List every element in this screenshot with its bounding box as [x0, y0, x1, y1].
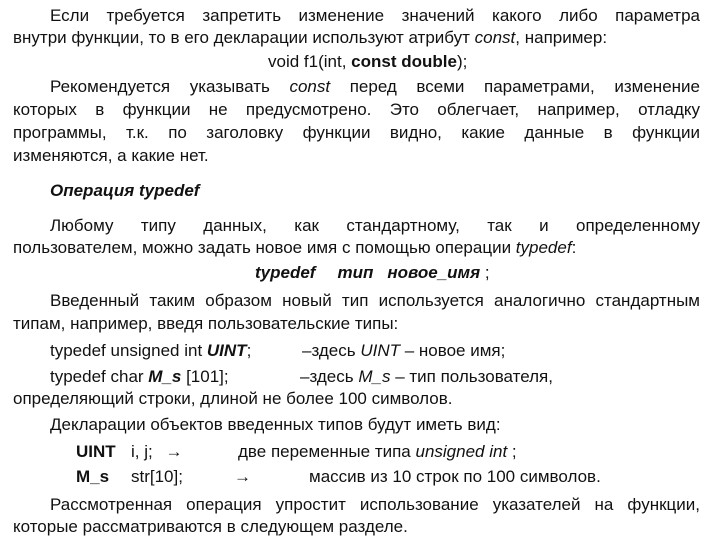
example-uint-comment: –здесь UINT – новое имя; [302, 341, 506, 360]
arrow-icon: → [165, 442, 183, 461]
example-ms-code: typedef char M_s [101]; [50, 367, 229, 386]
arrow-icon: → [234, 467, 251, 486]
paragraph-6-line-1: Рассмотренная операция упростит использование указателей на функции, [50, 495, 700, 514]
paragraph-3-line-1: Любому типу данных, как стандартному, так и определенному [50, 216, 700, 235]
decl-ms-description: массив из 10 строк по 100 символов. [309, 467, 601, 486]
paragraph-2-line-4: изменяются, а какие нет. [13, 146, 209, 165]
code-example-f1: void f1(int, const double); [268, 52, 468, 71]
paragraph-1-line-2: внутри функции, то в его декларации используют атрибут const, например: [13, 28, 608, 47]
example-uint-code: typedef unsigned int UINT; [50, 341, 252, 360]
paragraph-1-line-1: Если требуется запретить изменение значений какого либо параметра [50, 6, 700, 25]
paragraph-2-line-2: которых в функции не предусмотрено. Это облегчает, например, отладку [13, 100, 700, 119]
paragraph-4-line-2: типам, например, введя пользовательские типы: [13, 314, 399, 333]
example-ms-comment-continuation: определяющий строки, длиной не более 100 символов. [13, 389, 453, 408]
decl-uint-description: две переменные типа unsigned int ; [238, 442, 517, 461]
decl-uint-vars: i, j; → [131, 442, 183, 461]
paragraph-6-line-2: которые рассматриваются в следующем разделе. [13, 517, 408, 536]
decl-ms-type: M_s [76, 467, 110, 486]
paragraph-2-line-1: Рекомендуется указывать const перед всеми параметрами, изменение [50, 77, 700, 96]
keyword-const: const [474, 28, 516, 47]
paragraph-2-line-3: программы, т.к. по заголовку функции видно, какие данные в функции [13, 123, 700, 142]
paragraph-4-line-1: Введенный таким образом новый тип используется аналогично стандартным [50, 291, 700, 310]
example-ms-comment: –здесь M_s – тип пользователя, [300, 367, 553, 386]
section-heading: Операция typedef [50, 181, 200, 200]
paragraph-5: Декларации объектов введенных типов будут иметь вид: [50, 415, 501, 434]
paragraph-3-line-2: пользователем, можно задать новое имя с помощью операции typedef: [13, 238, 577, 257]
typedef-syntax: typedef тип новое_имя ; [255, 263, 490, 282]
decl-uint-type: UINT [76, 442, 116, 461]
decl-ms-vars: str[10]; [131, 467, 183, 486]
